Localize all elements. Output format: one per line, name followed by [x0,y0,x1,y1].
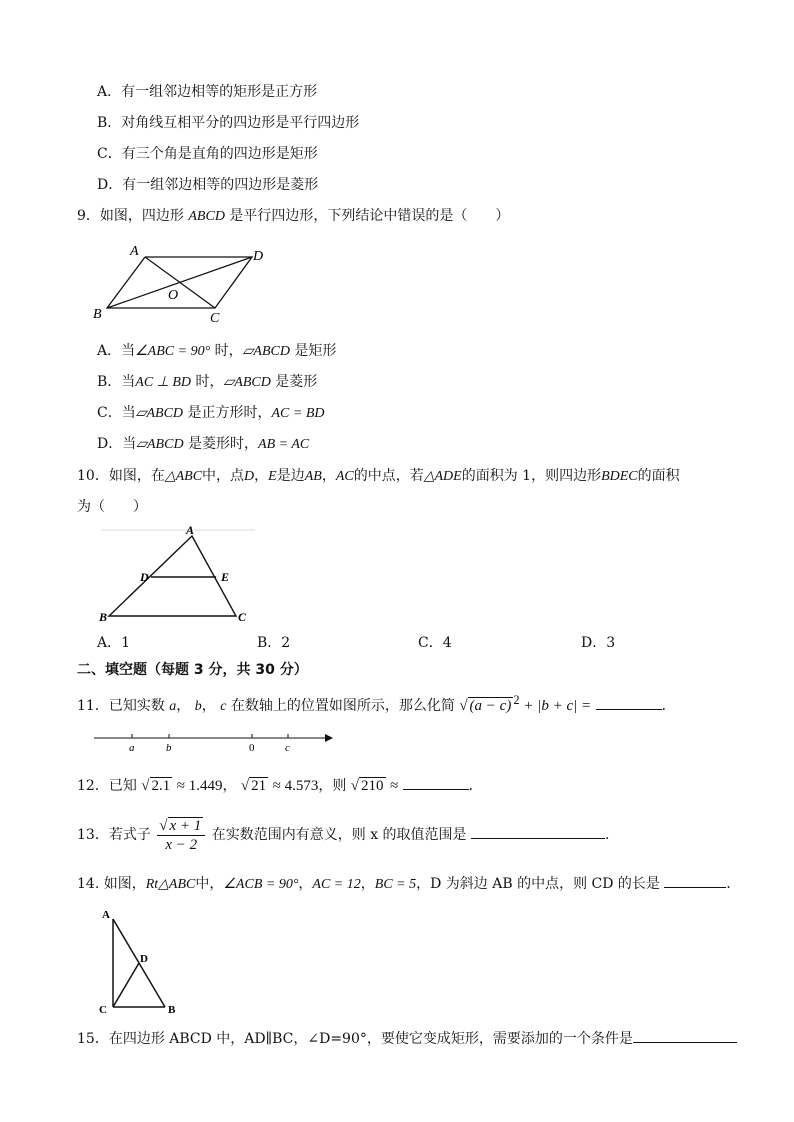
q10-stem-line1: 10．如图，在△ABC中，点D，E是边AB，AC的中点，若△ADE的面积为 1，则四边形BDEC的面积 [77,468,680,484]
q10-triangle-figure [95,522,260,627]
q9-stem: 9．如图，四边形 ABCD 是平行四边形，下列结论中错误的是（ ） [77,208,510,224]
q10-option-a: A．1 [97,635,131,651]
section-heading: 二、填空题（每题 3 分，共 30 分） [77,662,308,678]
q10-stem-line2: 为（ ） [77,499,147,515]
q10-option-d: D．3 [581,635,616,651]
q9-label-a: A [130,244,139,259]
q8-option-d: D．有一组邻边相等的四边形是菱形 [97,177,319,193]
axis-label-a: a [129,742,135,754]
q11-number-line [92,728,337,754]
q10-label-e: E [221,570,230,584]
q10-label-d: D [140,570,149,584]
q11-answer-blank[interactable] [596,695,662,710]
q10-label-c: C [238,610,247,624]
q9-label-c: C [210,311,220,326]
q13-answer-blank[interactable] [471,824,605,839]
q8-option-c: C．有三个角是直角的四边形是矩形 [97,146,318,162]
q10-label-a: A [186,523,195,537]
q10-label-b: B [99,610,108,624]
axis-label-c: c [285,742,290,754]
q13-fraction: $\frac{√ x + 1}{x - 2}$ [157,817,205,854]
q14-triangle-figure [95,905,190,1023]
axis-label-0: 0 [249,742,255,754]
q12-answer-blank[interactable] [403,775,469,790]
q9-label-d: D [253,249,264,264]
q9-option-b: B．当AC ⊥ BD 时，▱ABCD 是菱形 [97,374,318,390]
q8-option-b: B．对角线互相平分的四边形是平行四边形 [97,115,360,131]
q10-option-b: B．2 [257,635,291,651]
q14-label-a: A [102,909,110,921]
q10-option-c: C．4 [418,635,452,651]
q14-label-c: C [99,1004,107,1016]
q8-option-a: A．有一组邻边相等的矩形是正方形 [97,84,318,100]
q9-option-d: D．当▱ABCD 是菱形时，AB = AC [97,436,310,452]
q11-expression: √ (a − c) $^2$ + |b + c| = [459,693,592,714]
q9-label-b: B [93,307,102,322]
q9-label-o: O [168,288,179,303]
q9-option-a: A．当∠ABC = 90° 时，▱ABCD 是矩形 [97,343,337,359]
q14-stem: 14. 如图，Rt△ABC中，∠ACB = 90°，AC = 12，BC = 5，D 为斜边 AB 的中点，则 CD 的长是 ． [77,873,740,895]
q12-stem: 12．已知 √ 2.1 ≈ 1.449， √ 21 ≈ 4.573，则 √ 210 ≈ ． [77,775,483,796]
q14-label-d: D [140,953,148,965]
q14-label-b: B [168,1004,176,1016]
q9-parallelogram-figure [90,240,280,330]
q15-answer-blank[interactable] [633,1028,737,1043]
q15-stem: 15．在四边形 ABCD 中，AD∥BC，∠D=90°，要使它变成矩形，需要添加的一个条件是 [77,1028,737,1049]
q9-option-c: C．当▱ABCD 是正方形时，AC = BD [97,405,325,421]
axis-label-b: b [166,742,172,754]
q11-stem: 11．已知实数 a， b， c 在数轴上的位置如图所示，那么化简 √ (a − c) $^2$ + |b + c| = ． [77,693,676,714]
q14-answer-blank[interactable] [664,873,726,888]
q13-stem: 13．若式子 $\frac{√ x + 1}{x - 2}$ 在实数范围内有意义，则 x 的取值范围是 ． [77,817,619,853]
